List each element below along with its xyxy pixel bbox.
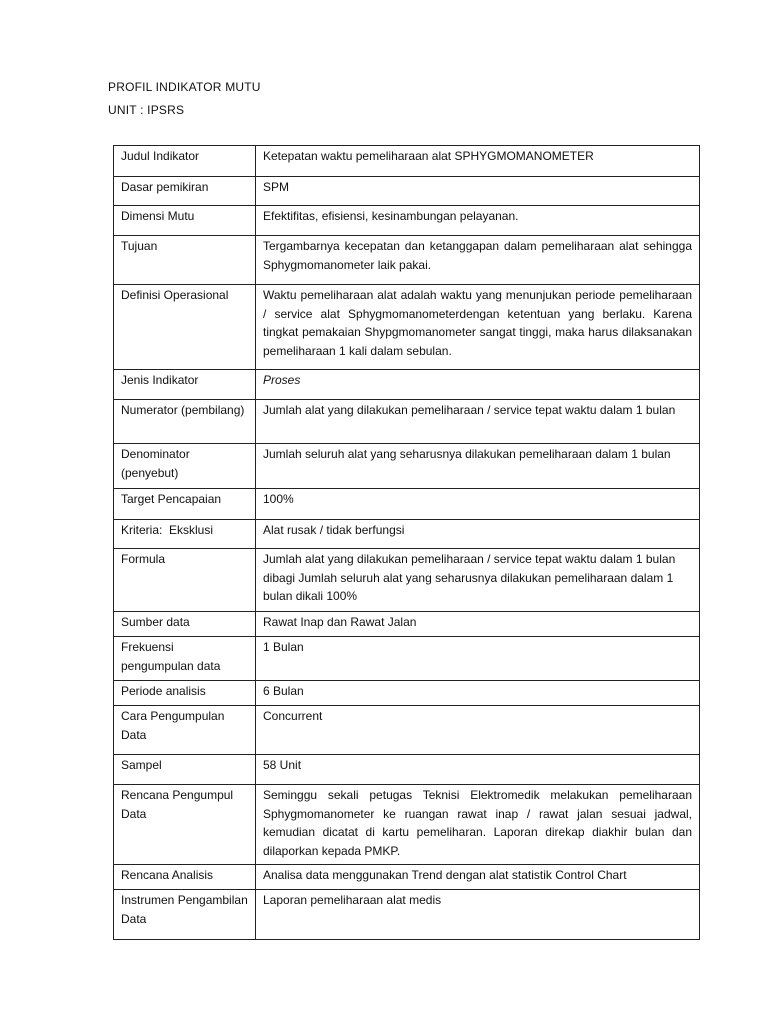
table-row <box>114 865 700 890</box>
row-value: Tergambarnya kecepatan dan ketanggapan dalam pemeliharaan alat sehingga Sphygmomanometer laik pakai. <box>256 236 700 285</box>
row-value: SPM <box>256 177 700 206</box>
row-value: Seminggu sekali petugas Teknisi Elektromedik melakukan pemeliharaan Sphygmomanometer ke ruangan rawat inap / rawat jalan sesuai jadwal, kemudian dicatat di kartu pemeliharan. Laporan direkap diakhir bulan dan dilaporkan kepada PMKP. <box>256 785 700 865</box>
row-label: Sumber data <box>114 612 256 637</box>
table-row <box>114 637 700 681</box>
row-value: Jumlah alat yang dilakukan pemeliharaan / service tepat waktu dalam 1 bulan dibagi Jumlah seluruh alat yang seharusnya dilakukan pemeliharaan dalam 1 bulan dikali 100% <box>256 549 700 612</box>
row-value: Ketepatan waktu pemeliharaan alat SPHYGMOMANOMETER <box>256 146 700 177</box>
row-label: Judul Indikator <box>114 146 256 177</box>
table-row <box>114 520 700 549</box>
row-label: Definisi Operasional <box>114 285 256 370</box>
row-value: 100% <box>256 489 700 520</box>
row-value: Rawat Inap dan Rawat Jalan <box>256 612 700 637</box>
row-value: Efektifitas, efisiensi, kesinambungan pelayanan. <box>256 206 700 236</box>
table-row <box>114 236 700 285</box>
row-label: Tujuan <box>114 236 256 285</box>
table-row <box>114 890 700 940</box>
row-value: 58 Unit <box>256 755 700 785</box>
table-row <box>114 549 700 612</box>
table-row <box>114 444 700 489</box>
row-label: Kriteria: Eksklusi <box>114 520 256 549</box>
row-label: Rencana Analisis <box>114 865 256 890</box>
row-value: Jumlah alat yang dilakukan pemeliharaan / service tepat waktu dalam 1 bulan <box>256 400 700 444</box>
table-row <box>114 177 700 206</box>
table-row <box>114 206 700 236</box>
unit-label: UNIT : IPSRS <box>108 103 185 117</box>
row-value: Proses <box>256 370 700 400</box>
table-row <box>114 370 700 400</box>
row-label: Jenis Indikator <box>114 370 256 400</box>
row-label: Formula <box>114 549 256 612</box>
table-row <box>114 785 700 865</box>
indicator-profile-table <box>113 145 700 940</box>
row-label: Frekuensi pengumpulan data <box>114 637 256 681</box>
row-label: Periode analisis <box>114 681 256 706</box>
row-value: Waktu pemeliharaan alat adalah waktu yang menunjukan periode pemeliharaan / service alat Sphygmomanometerdengan ketentuan yang berlaku. Karena tingkat pemakaian Shypgmomanometer sangat tinggi, maka harus dilaksanakan pemeliharaan 1 kali dalam sebulan. <box>256 285 700 370</box>
row-label: Numerator (pembilang) <box>114 400 256 444</box>
row-label: Target Pencapaian <box>114 489 256 520</box>
row-label: Cara Pengumpulan Data <box>114 706 256 755</box>
table-row <box>114 706 700 755</box>
row-label: Dasar pemikiran <box>114 177 256 206</box>
table-row <box>114 755 700 785</box>
row-label: Rencana Pengumpul Data <box>114 785 256 865</box>
row-value: Analisa data menggunakan Trend dengan alat statistik Control Chart <box>256 865 700 890</box>
row-label: Dimensi Mutu <box>114 206 256 236</box>
table-row <box>114 146 700 177</box>
row-value: Concurrent <box>256 706 700 755</box>
table-row <box>114 681 700 706</box>
row-label: Instrumen Pengambilan Data <box>114 890 256 940</box>
table-row <box>114 612 700 637</box>
row-value: Laporan pemeliharaan alat medis <box>256 890 700 940</box>
table-row <box>114 489 700 520</box>
row-value: 6 Bulan <box>256 681 700 706</box>
table-row <box>114 285 700 370</box>
row-value: Alat rusak / tidak berfungsi <box>256 520 700 549</box>
row-label: Denominator (penyebut) <box>114 444 256 489</box>
row-label: Sampel <box>114 755 256 785</box>
document-title: PROFIL INDIKATOR MUTU <box>108 80 261 94</box>
row-value: Jumlah seluruh alat yang seharusnya dilakukan pemeliharaan dalam 1 bulan <box>256 444 700 489</box>
row-value: 1 Bulan <box>256 637 700 681</box>
table-row <box>114 400 700 444</box>
